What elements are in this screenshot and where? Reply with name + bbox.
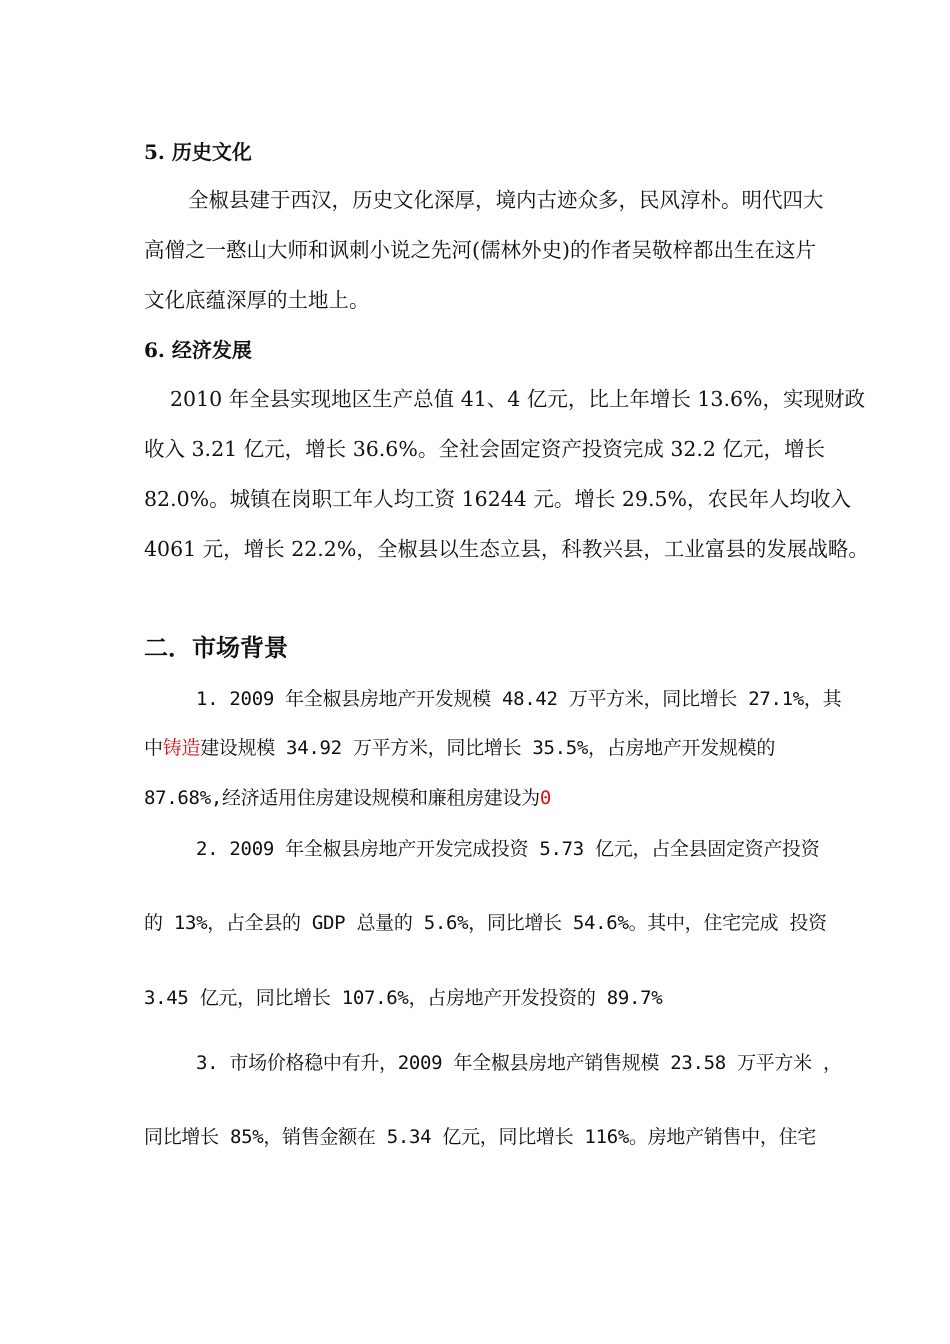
market-p1-line-3-a: 87.68%,经济适用住房建设规模和廉租房建设为 bbox=[144, 787, 540, 809]
market-p1-line-2-a: 中 bbox=[144, 737, 163, 759]
market-p1-line-2 bbox=[144, 735, 775, 761]
section-6-line-2: 收入 3.21 亿元，增长 36.6%。全社会固定资产投资完成 32.2 亿元，增长 bbox=[144, 437, 825, 461]
highlighted-word: 铸造 bbox=[162, 737, 201, 759]
highlighted-value: 0 bbox=[539, 787, 552, 809]
section-6-line-4: 4061 元，增长 22.2%，全椒县以生态立县，科教兴县，工业富县的发展战略。 bbox=[144, 537, 869, 561]
section-6-heading: 6. 经济发展 bbox=[144, 338, 252, 362]
market-p1-line-1: 1. 2009 年全椒县房地产开发规模 48.42 万平方米，同比增长 27.1%，其 bbox=[196, 688, 842, 710]
market-p1-line-3 bbox=[144, 785, 551, 811]
section-6-line-1: 2010 年全县实现地区生产总值 41、4 亿元，比上年增长 13.6%，实现财政 bbox=[170, 387, 865, 411]
section-6-line-3: 82.0%。城镇在岗职工年人均工资 16244 元。增长 29.5%，农民年人均收入 bbox=[144, 487, 852, 511]
section-5-line-2: 高僧之一憨山大师和讽刺小说之先河(儒林外史)的作者吴敬梓都出生在这片 bbox=[144, 238, 816, 262]
market-p2-line-3: 3.45 亿元，同比增长 107.6%，占房地产开发投资的 89.7% bbox=[144, 987, 663, 1009]
market-heading: 二．市场背景 bbox=[144, 633, 288, 662]
section-5-heading: 5. 历史文化 bbox=[144, 140, 252, 164]
market-p3-line-1: 3. 市场价格稳中有升，2009 年全椒县房地产销售规模 23.58 万平方米 ， bbox=[196, 1052, 842, 1074]
section-5-line-1: 全椒县建于西汉，历史文化深厚，境内古迹众多，民风淳朴。明代四大 bbox=[188, 188, 824, 212]
market-p2-line-2: 的 13%，占全县的 GDP 总量的 5.6%，同比增长 54.6%。其中，住宅完成 投资 bbox=[144, 912, 827, 934]
market-p3-line-2: 同比增长 85%，销售金额在 5.34 亿元，同比增长 116%。房地产销售中，住宅 bbox=[144, 1126, 816, 1148]
market-p1-line-2-b: 建设规模 34.92 万平方米，同比增长 35.5%，占房地产开发规模的 bbox=[200, 737, 776, 759]
section-5-line-3: 文化底蕴深厚的土地上。 bbox=[144, 288, 370, 312]
market-p2-line-1: 2. 2009 年全椒县房地产开发完成投资 5.73 亿元，占全县固定资产投资 bbox=[196, 838, 820, 860]
